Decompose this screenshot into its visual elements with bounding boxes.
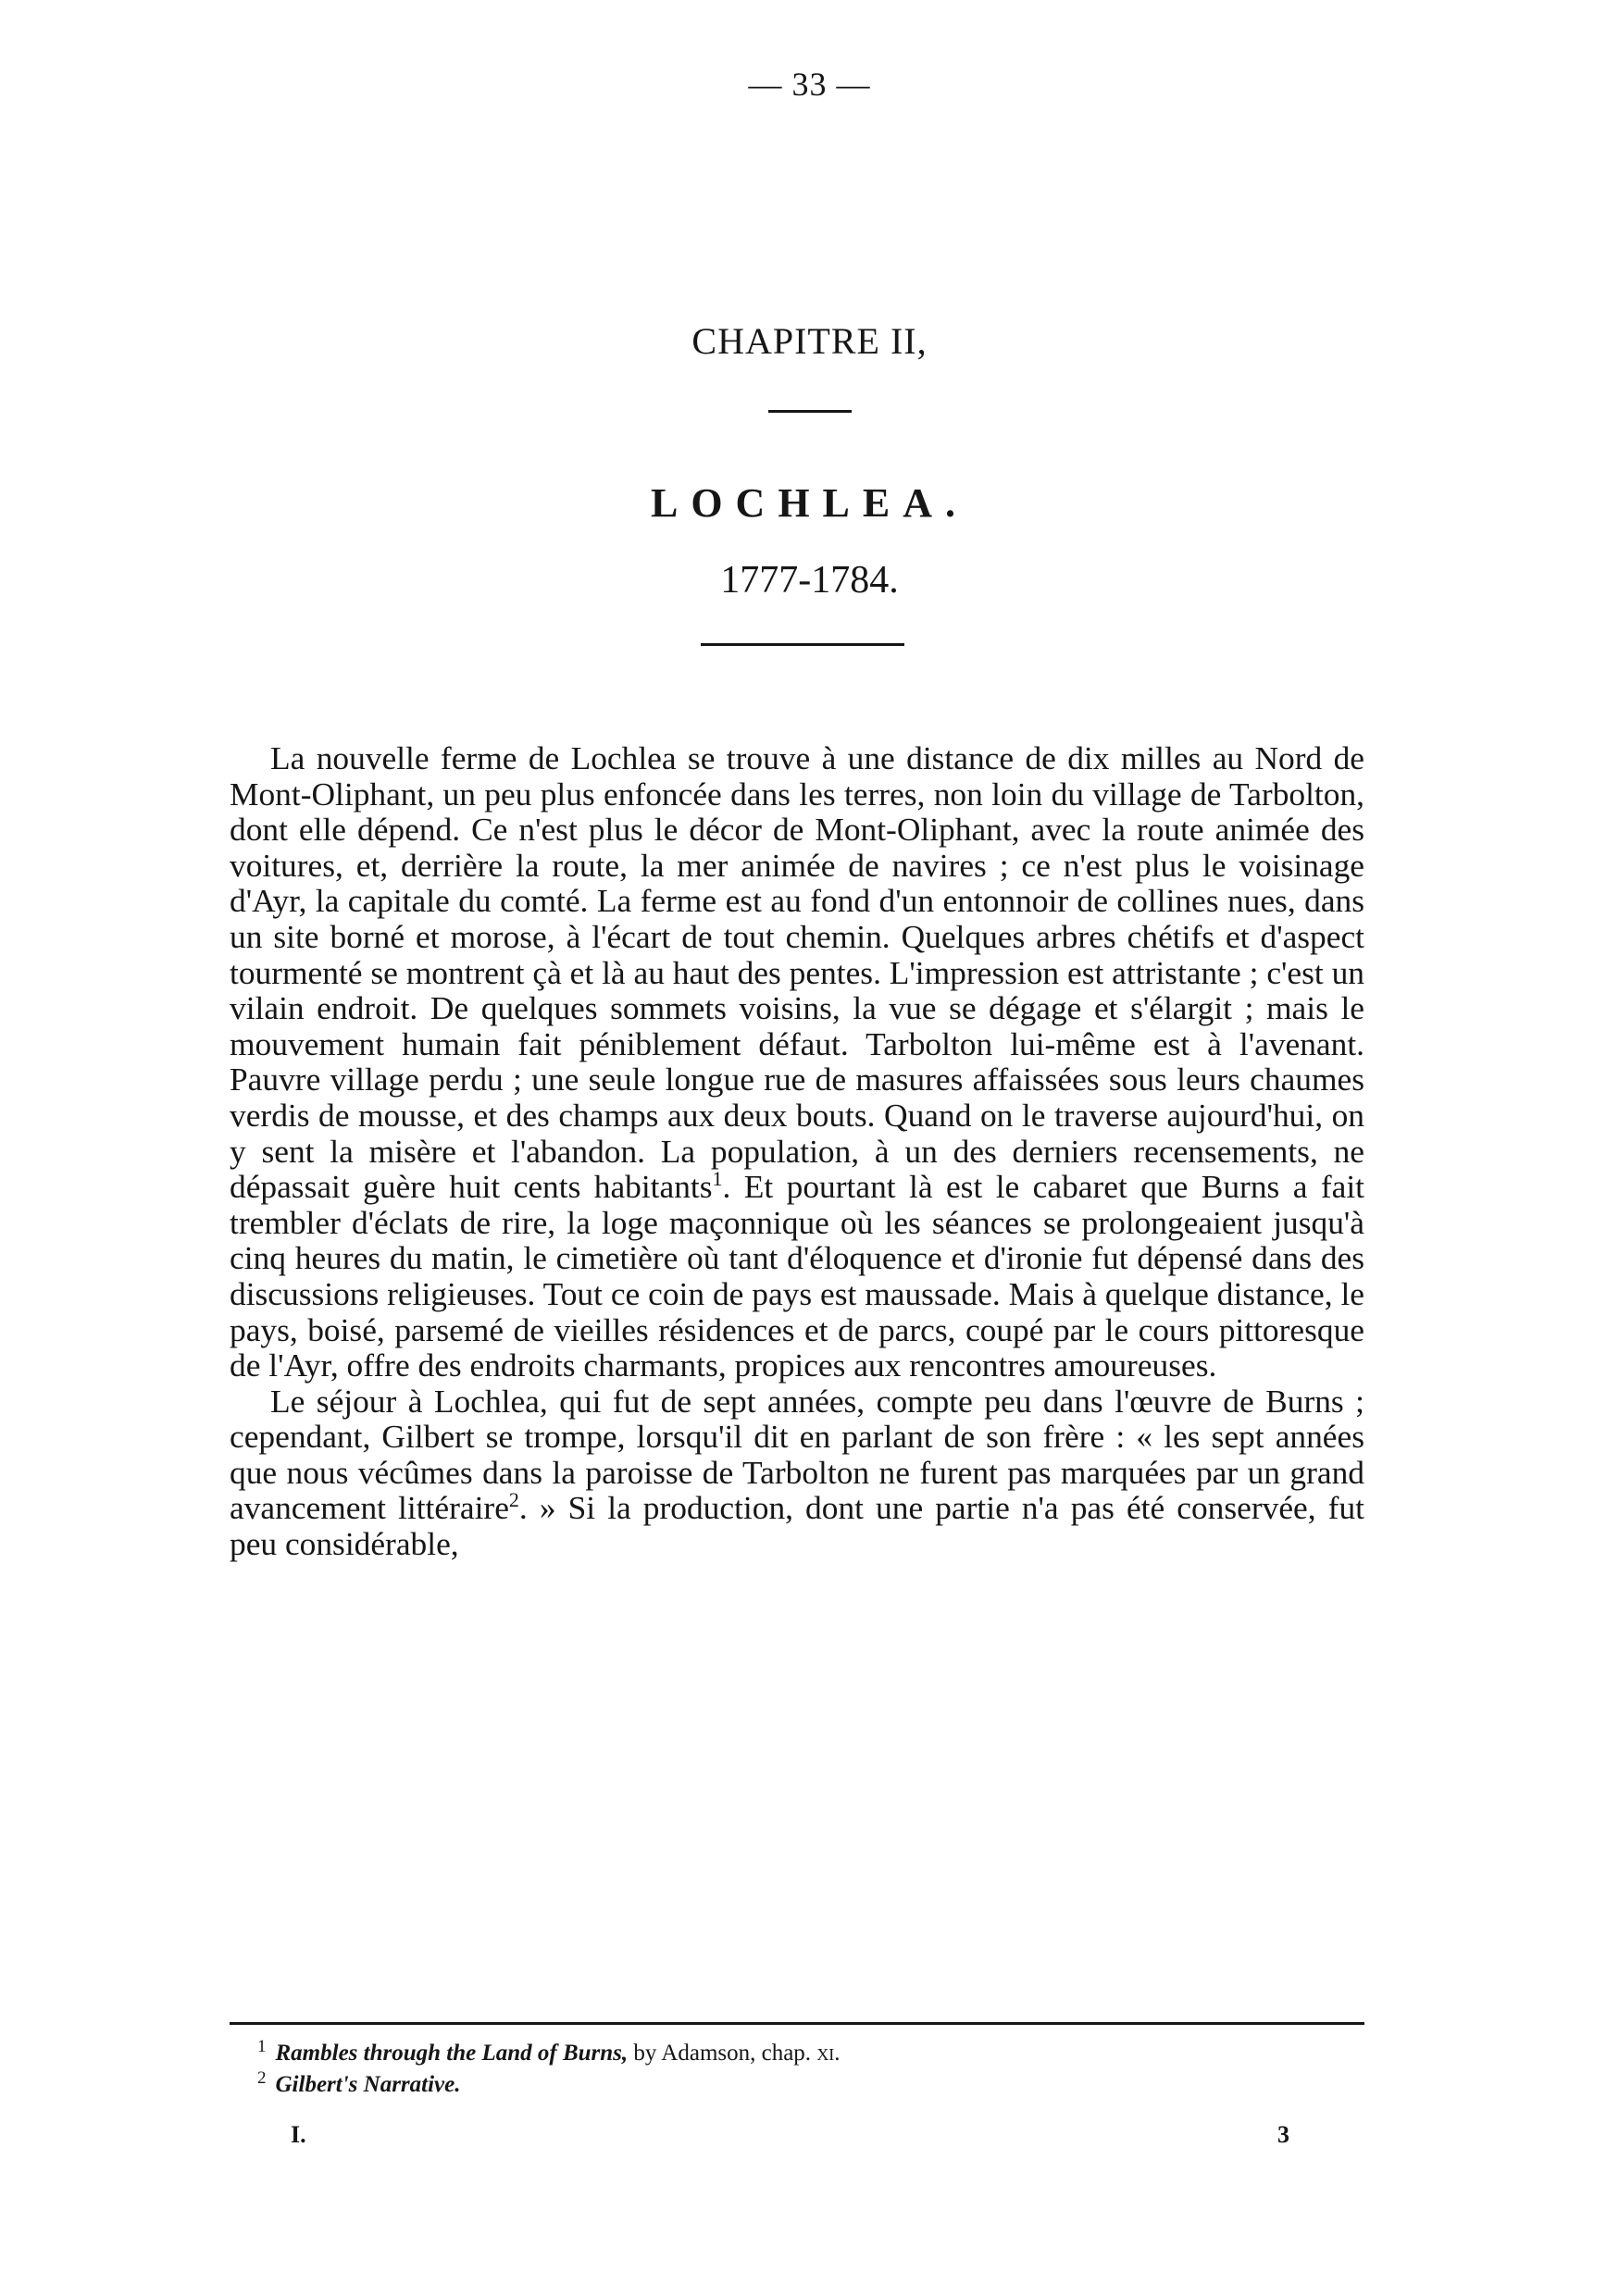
paragraph-2-text-b: . » Si la production, dont une partie n'a pas été conservée, fut peu considérable,: [230, 1489, 1364, 1563]
chapter-title: LOCHLEA.: [650, 480, 969, 526]
paragraph-2-text-a: Le séjour à Lochlea, qui fut de sept années, compte peu dans l'œuvre de Burns ; cependant, Gilbert se trompe, lorsqu'il dit en parlant de son frère : « les sept années que nous vécûmes dans la paroisse de Tarbolton ne furent pas marquées par un grand avancement littéraire: [230, 1382, 1364, 1527]
footnote-2: [257, 2069, 1322, 2101]
footnote-1-title: Rambles through the Land of Burns,: [275, 2041, 629, 2066]
footnote-1-chapter: xi.: [816, 2041, 841, 2066]
body-text: [230, 740, 1364, 1562]
footnotes: [257, 2038, 1322, 2101]
signature-mark: I.: [291, 2121, 306, 2148]
sheet-number: 3: [1277, 2121, 1289, 2148]
footnote-ref-1: 1: [712, 1167, 723, 1191]
chapter-label: CHAPITRE II,: [691, 320, 928, 362]
footnote-ref-2: 2: [508, 1488, 519, 1512]
footnote-separator: [230, 2022, 1364, 2025]
chapter-divider-top: [768, 410, 852, 413]
footnote-2-number: 2: [257, 2067, 267, 2088]
chapter-dates: 1777-1784.: [720, 559, 899, 602]
paragraph-2: [230, 1384, 1364, 1562]
page-number: — 33 —: [748, 66, 871, 103]
paragraph-1-text-b: . Et pourtant là est le cabaret que Burns a fait trembler d'éclats de rire, la loge maçonnique où les séances se prolongeaient jusqu'à cinq heures du matin, le cimetière où tant d'éloquence et d'ironie fut dépensé dans des discussions religieuses. Tout ce coin de pays est maussade. Mais à quelque distance, le pays, boisé, parsemé de vieilles résidences et de parcs, coupé par le cours pittoresque de l'Ayr, offre des endroits charmants, propices aux rencontres amoureuses.: [230, 1168, 1364, 1384]
footnote-1-text: by Adamson, chap.: [628, 2041, 817, 2066]
paragraph-1: [230, 740, 1364, 1384]
footnote-1-number: 1: [257, 2036, 267, 2056]
footnote-1: [257, 2038, 1322, 2069]
paragraph-1-text-a: La nouvelle ferme de Lochlea se trouve à une distance de dix milles au Nord de Mont-Oliphant, un peu plus enfoncée dans les terres, non loin du village de Tarbolton, dont elle dépend. Ce n'est plus le décor de Mont-Oliphant, avec la route animée des voitures, et, derrière la route, la mer animée de navires ; ce n'est plus le voisinage d'Ayr, la capitale du comté. La ferme est au fond d'un entonnoir de collines nues, dans un site borné et morose, à l'écart de tout chemin. Quelques arbres chétifs et d'aspect tourmenté se montrent çà et là au haut des pentes. L'impression est attristante ; c'est un vilain endroit. De quelques sommets voisins, la vue se dégage et s'élargit ; mais le mouvement humain fait péniblement défaut. Tarbolton lui-même est à l'avenant. Pauvre village perdu ; une seule longue rue de masures affaissées sous leurs chaumes verdis de mousse, et des champs aux deux bouts. Quand on le traverse aujourd'hui, on y sent la misère et l'abandon. La population, à un des derniers recensements, ne dépassait guère huit cents habitants: [230, 739, 1364, 1206]
footnote-2-title: Gilbert's Narrative.: [275, 2072, 461, 2097]
chapter-divider-bottom: [701, 643, 904, 646]
